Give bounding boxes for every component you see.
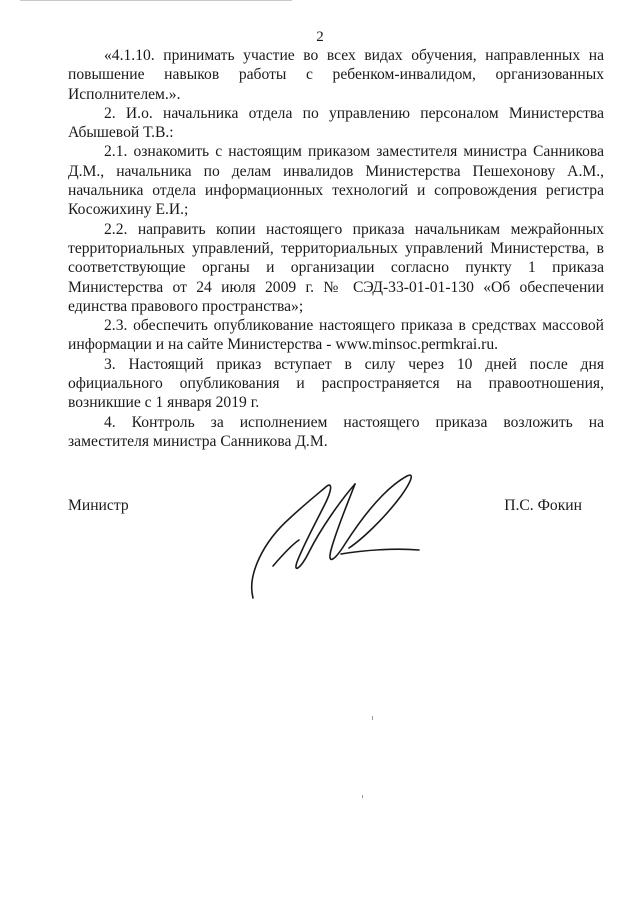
page-number: 2	[316, 29, 324, 45]
scan-speck	[372, 716, 373, 720]
paragraph-2-2: 2.2. направить копии настоящего приказа начальникам межрайонных территориальных управлений, территориальных управлений Министерства, в соответствующие органы и организации согласно пункту 1 приказа Министерства от 24 июля 2009 г. № СЭД-33-01-01-130 «Об обеспечении единства правового пространства»;	[68, 220, 604, 315]
paragraph-4-1-10: «4.1.10. принимать участие во всех видах обучения, направленных на повышение навыков работы с ребенком-инвалидом, организованных Исполнителем.».	[68, 47, 604, 103]
page-top-edge-line	[20, 0, 292, 1]
paragraph-3: 3. Настоящий приказ вступает в силу через 10 дней после дня официального опубликования и распространяется на правоотношения, возникшие с 1 января 2019 г.	[68, 355, 604, 412]
document-body	[68, 46, 604, 451]
paragraph-2-3: 2.3. обеспечить опубликование настоящего приказа в средствах массовой информации и на сайте Министерства - www.minsoc.permkrai.ru.	[68, 317, 604, 354]
scan-speck	[362, 795, 363, 798]
signer-title: Министр	[68, 497, 129, 514]
paragraph-4: 4. Контроль за исполнением настоящего приказа возложить на заместителя министра Санникова Д.М.	[68, 413, 604, 450]
signer-name: П.С. Фокин	[504, 497, 582, 514]
paragraph-2: 2. И.о. начальника отдела по управлению персоналом Министерства Абышевой Т.В.:	[68, 104, 604, 142]
handwritten-signature-icon	[245, 470, 420, 600]
paragraph-2-1: 2.1. ознакомить с настоящим приказом заместителя министра Санникова Д.М., начальника по делам инвалидов Министерства Пешехонову А.М., начальника отдела информационных технологий и сопровождения регистра Косожихину Е.И.;	[68, 143, 604, 219]
